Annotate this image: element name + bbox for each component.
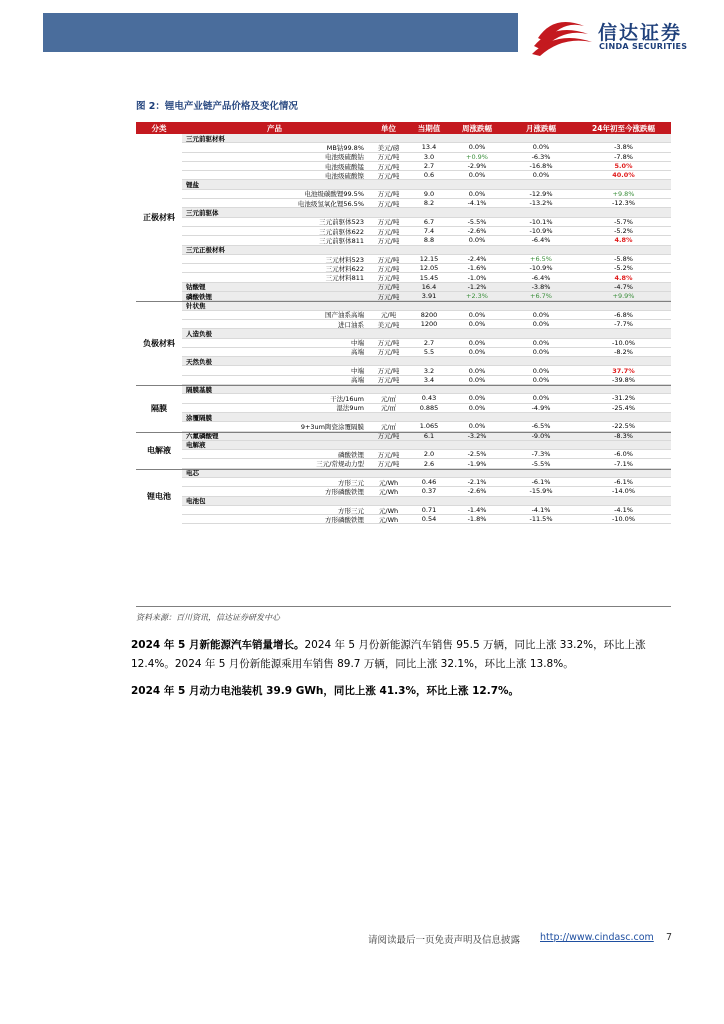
cell-product: 钴酸锂: [186, 283, 206, 292]
figure-title: 图 2：锂电产业链产品价格及变化情况: [136, 101, 298, 112]
cell-product: 三元材料622: [325, 264, 364, 273]
cell-unit: 元/Wh: [378, 506, 399, 515]
cell-value: 6.7: [423, 217, 435, 226]
cell-ytd-change: +9.9%: [612, 292, 635, 301]
cell-month-change: -3.8%: [531, 282, 551, 291]
cell-month-change: -10.9%: [529, 264, 553, 273]
cell-product: 人造负极: [186, 329, 212, 338]
table-subheader-row: [182, 385, 671, 394]
cell-value: 12.15: [419, 255, 439, 263]
cell-week-change: -1.2%: [467, 282, 487, 291]
cell-month-change: -13.2%: [529, 199, 553, 208]
table-subheader-row: [182, 469, 671, 478]
cell-value: 3.2: [423, 366, 435, 375]
cell-product: 电解液: [186, 441, 206, 450]
cell-week-change: 0.0%: [468, 171, 486, 180]
table-subheader-row: [182, 301, 671, 310]
table-row: [182, 339, 671, 348]
cell-unit: 万元/吨: [377, 432, 400, 441]
cell-week-change: -1.6%: [467, 264, 487, 273]
cell-ytd-change: -8.2%: [614, 347, 633, 356]
cell-week-change: 0.0%: [468, 375, 486, 384]
cell-product: 三元正极材料: [186, 246, 225, 255]
cell-month-change: -9.0%: [531, 431, 551, 440]
cell-month-change: 0.0%: [532, 310, 550, 319]
table-row: [182, 264, 671, 273]
paragraph-battery-install: [131, 682, 691, 701]
cell-value: 0.885: [419, 403, 439, 412]
cell-month-change: 0.0%: [532, 375, 550, 384]
cell-unit: 万元/吨: [377, 283, 400, 292]
cell-product: 三元材料811: [325, 274, 364, 283]
table-header: [136, 122, 671, 134]
cell-product: 中端: [351, 367, 364, 376]
cell-unit: 万元/吨: [377, 274, 400, 283]
cell-product: 锂盐: [186, 181, 199, 190]
cell-week-change: 0.0%: [468, 189, 486, 198]
cell-month-change: -4.1%: [531, 506, 551, 515]
cell-product: 9+3um陶瓷涂覆隔膜: [300, 422, 364, 431]
cell-month-change: -4.9%: [531, 403, 551, 412]
cell-product: 干法/16um: [330, 394, 364, 403]
cell-ytd-change: -5.2%: [614, 264, 633, 273]
table-row: [182, 143, 671, 152]
cell-value: 0.46: [421, 478, 437, 487]
cell-product: 进口油系: [338, 320, 364, 329]
cell-ytd-change: -14.0%: [612, 487, 635, 496]
cell-product: 磷酸铁锂: [338, 450, 364, 459]
cell-value: 0.54: [421, 515, 437, 524]
cell-product: 电池级硫酸锰: [325, 162, 364, 171]
table-row: [182, 506, 671, 515]
cell-month-change: -7.3%: [531, 450, 551, 459]
table-body: [136, 134, 671, 524]
cell-unit: 万元/吨: [377, 255, 400, 264]
paragraph-ev-sales-lead: 2024 年 5 月新能源汽车销量增长。: [131, 639, 305, 651]
cell-week-change: -1.9%: [467, 459, 487, 468]
cell-product: 磷酸铁锂: [186, 292, 212, 301]
cell-ytd-change: 40.0%: [612, 171, 635, 180]
cell-week-change: +0.9%: [466, 152, 488, 161]
cell-product: 高端: [351, 376, 364, 385]
cell-ytd-change: -31.2%: [612, 394, 635, 403]
table-subheader-row: [182, 329, 671, 338]
header-band: [43, 13, 518, 52]
cell-month-change: 0.0%: [532, 347, 550, 356]
cell-value: 8200: [420, 310, 438, 319]
table-group: [136, 469, 671, 525]
cell-week-change: 0.0%: [468, 310, 486, 319]
cell-ytd-change: -3.8%: [614, 143, 633, 152]
cell-unit: 万元/吨: [377, 199, 400, 208]
cell-ytd-change: 4.8%: [614, 273, 633, 282]
cell-unit: 万元/吨: [377, 460, 400, 469]
cell-ytd-change: -5.7%: [614, 217, 633, 226]
cell-value: 9.0: [423, 189, 435, 198]
cell-week-change: -2.6%: [467, 487, 487, 496]
table-subheader-row: [182, 497, 671, 506]
cell-month-change: 0.0%: [532, 338, 550, 347]
cell-unit: 万元/吨: [377, 218, 400, 227]
table-subheader-row: [182, 283, 671, 292]
cell-unit: 元/Wh: [378, 487, 399, 496]
cell-product: 三元前驱体: [186, 209, 219, 218]
table-subheader-row: [182, 432, 671, 441]
cell-week-change: 0.0%: [468, 403, 486, 412]
table-subheader-row: [182, 134, 671, 143]
table-row: [182, 487, 671, 496]
cell-value: 8.2: [423, 199, 435, 208]
cell-product: 高端: [351, 348, 364, 357]
price-table: [136, 122, 671, 524]
cell-ytd-change: -6.8%: [614, 310, 633, 319]
table-row: [182, 236, 671, 245]
cell-product: 国产油系高端: [325, 311, 364, 320]
cell-week-change: 0.0%: [468, 236, 486, 245]
source-note: 资料来源：百川资讯，信达证券研发中心: [136, 613, 280, 622]
header-product: 产品: [267, 123, 282, 133]
table-row: [182, 404, 671, 413]
cell-week-change: -2.6%: [467, 227, 487, 236]
cell-ytd-change: -6.0%: [614, 450, 633, 459]
cell-value: 7.4: [423, 227, 435, 236]
cell-unit: 万元/吨: [377, 348, 400, 357]
table-row: [182, 348, 671, 357]
footer-website-link[interactable]: http://www.cindasc.com: [540, 932, 654, 943]
cell-value: 3.0: [423, 152, 435, 161]
table-row: [182, 273, 671, 282]
cell-product: 天然负极: [186, 357, 212, 366]
cell-value: 1200: [420, 320, 438, 329]
cell-week-change: -2.5%: [467, 450, 487, 459]
header-ytd-change: 24年初至今涨跌幅: [592, 123, 655, 133]
cell-product: 涂覆隔膜: [186, 413, 212, 422]
cell-unit: 元/Wh: [378, 478, 399, 487]
cell-month-change: -6.5%: [531, 422, 551, 431]
cell-value: 3.91: [421, 292, 437, 301]
cell-value: 12.05: [419, 264, 439, 273]
cell-week-change: -1.0%: [467, 273, 487, 282]
cell-value: 2.7: [423, 338, 435, 347]
cell-month-change: -10.1%: [529, 217, 553, 226]
cell-product: MB钴99.8%: [326, 143, 364, 152]
table-row: [182, 199, 671, 208]
table-group: [136, 134, 671, 301]
cell-product: 三元前驱体811: [319, 236, 364, 245]
cell-value: 1.065: [419, 422, 439, 431]
table-row: [182, 376, 671, 385]
table-row: [182, 227, 671, 236]
cell-value: 0.6: [423, 171, 435, 180]
cell-ytd-change: 37.7%: [612, 366, 635, 375]
cell-ytd-change: -4.7%: [614, 282, 633, 291]
cell-ytd-change: -10.0%: [612, 338, 635, 347]
table-subheader-row: [182, 208, 671, 217]
cell-ytd-change: +9.8%: [612, 189, 635, 198]
cell-unit: 万元/吨: [377, 190, 400, 199]
table-row: [182, 450, 671, 459]
paragraph-ev-sales: [131, 636, 691, 674]
cell-month-change: -6.3%: [531, 152, 551, 161]
cell-month-change: -6.4%: [531, 236, 551, 245]
group-category: 隔膜: [151, 403, 167, 413]
cell-value: 0.43: [421, 394, 437, 403]
cell-product: 电池级硫酸钴: [325, 153, 364, 162]
cell-month-change: -5.5%: [531, 459, 551, 468]
table-row: [182, 459, 671, 468]
cell-ytd-change: -22.5%: [612, 422, 635, 431]
cell-ytd-change: -7.8%: [614, 152, 633, 161]
table-row: [182, 162, 671, 171]
cell-unit: 美元/磅: [377, 143, 400, 152]
cell-ytd-change: -25.4%: [612, 403, 635, 412]
cell-product: 电池级氢氧化锂56.5%: [297, 199, 364, 208]
cell-month-change: -16.8%: [529, 162, 553, 171]
cell-ytd-change: -10.0%: [612, 515, 635, 524]
table-subheader-row: [182, 413, 671, 422]
cell-ytd-change: 4.8%: [614, 236, 633, 245]
table-row: [182, 366, 671, 375]
cell-month-change: -6.1%: [531, 478, 551, 487]
table-row: [182, 153, 671, 162]
cell-product: 电池级碳酸锂99.5%: [304, 190, 364, 199]
cell-unit: 万元/吨: [377, 450, 400, 459]
cell-product: 湿法9um: [336, 404, 364, 413]
cell-product: 隔膜基膜: [186, 385, 212, 394]
cell-week-change: -1.4%: [467, 506, 487, 515]
cell-week-change: -3.2%: [467, 431, 487, 440]
table-subheader-row: [182, 180, 671, 189]
cell-week-change: 0.0%: [468, 347, 486, 356]
header-category: 分类: [151, 123, 167, 133]
table-row: [182, 478, 671, 487]
cinda-logo-icon: [532, 16, 594, 56]
cell-product: 三元材料523: [325, 255, 364, 264]
cell-product: 三元/常规动力型: [316, 460, 364, 469]
cell-unit: 万元/吨: [377, 367, 400, 376]
group-category: 负极材料: [143, 338, 175, 348]
table-row: [182, 171, 671, 180]
cell-month-change: 0.0%: [532, 320, 550, 329]
cell-unit: 万元/吨: [377, 227, 400, 236]
cell-value: 13.4: [421, 143, 437, 152]
logo-chinese-name: 信达证券: [598, 22, 683, 44]
cell-month-change: -12.9%: [529, 189, 553, 198]
cell-product: 电池包: [186, 497, 206, 506]
cell-ytd-change: -12.3%: [612, 199, 635, 208]
cell-ytd-change: 5.0%: [614, 162, 633, 171]
cell-value: 2.6: [423, 459, 435, 468]
cell-product: 六氟磷酸锂: [186, 432, 219, 441]
cell-ytd-change: -5.2%: [614, 227, 633, 236]
cell-value: 0.71: [421, 506, 437, 515]
cell-product: 方形三元: [338, 506, 364, 515]
cell-month-change: 0.0%: [532, 394, 550, 403]
cell-value: 5.5: [423, 347, 435, 356]
cell-unit: 万元/吨: [377, 376, 400, 385]
logo-english-name: CINDA SECURITIES: [599, 42, 688, 51]
cell-value: 15.45: [419, 273, 439, 282]
cell-unit: 元/吨: [380, 311, 397, 320]
cell-value: 2.0: [423, 450, 435, 459]
table-group: [136, 301, 671, 385]
cell-value: 3.4: [423, 375, 435, 384]
table-group: [136, 432, 671, 469]
cell-ytd-change: -8.3%: [614, 431, 633, 440]
cell-unit: 元/㎡: [380, 422, 397, 431]
cell-unit: 万元/吨: [377, 264, 400, 273]
table-subheader-row: [182, 357, 671, 366]
cell-week-change: -1.8%: [467, 515, 487, 524]
cell-unit: 万元/吨: [377, 339, 400, 348]
cell-value: 2.7: [423, 162, 435, 171]
cell-week-change: -2.1%: [467, 478, 487, 487]
cell-week-change: 0.0%: [468, 338, 486, 347]
cell-product: 电芯: [186, 469, 199, 478]
table-row: [182, 218, 671, 227]
table-row: [182, 515, 671, 524]
table-row: [182, 255, 671, 264]
cell-week-change: 0.0%: [468, 422, 486, 431]
cell-month-change: +6.5%: [530, 255, 552, 263]
cell-week-change: 0.0%: [468, 366, 486, 375]
footer-disclaimer: 请阅读最后一页免责声明及信息披露: [368, 935, 521, 946]
table-group: [136, 385, 671, 431]
cell-ytd-change: -39.8%: [612, 375, 635, 384]
cell-month-change: -11.5%: [529, 515, 553, 524]
cell-product: 三元前驱体622: [319, 227, 364, 236]
cell-ytd-change: -7.1%: [614, 459, 633, 468]
cell-value: 16.4: [421, 282, 437, 291]
cell-unit: 美元/吨: [377, 320, 400, 329]
table-row: [182, 422, 671, 431]
cell-month-change: -15.9%: [529, 487, 553, 496]
cell-week-change: -2.4%: [467, 255, 487, 263]
group-category: 正极材料: [143, 213, 175, 223]
table-bottom-rule: [136, 606, 671, 607]
cell-product: 电池级硫酸镍: [325, 171, 364, 180]
cell-unit: 元/Wh: [378, 515, 399, 524]
cell-unit: 元/㎡: [380, 404, 397, 413]
cell-product: 中端: [351, 339, 364, 348]
cell-ytd-change: -6.1%: [614, 478, 633, 487]
cell-month-change: -10.9%: [529, 227, 553, 236]
header-unit: 单位: [381, 123, 396, 133]
table-row: [182, 311, 671, 320]
cell-product: 三元前驱材料: [186, 134, 225, 143]
cell-week-change: -2.9%: [467, 162, 487, 171]
cell-week-change: -5.5%: [467, 217, 487, 226]
cell-ytd-change: -7.7%: [614, 320, 633, 329]
cell-value: 6.1: [423, 431, 435, 440]
page-number: 7: [666, 932, 673, 943]
table-row: [182, 320, 671, 329]
table-subheader-row: [182, 246, 671, 255]
paragraph-battery-install-lead: 2024 年 5 月动力电池装机 39.9 GWh，同比上涨 41.3%，环比上涨 12.7%。: [131, 685, 520, 697]
company-logo: [532, 16, 702, 56]
table-subheader-row: [182, 292, 671, 301]
cell-week-change: +2.3%: [466, 292, 488, 301]
cell-value: 8.8: [423, 236, 435, 245]
cell-product: 针状焦: [186, 302, 206, 310]
table-row: [182, 190, 671, 199]
cell-unit: 元/㎡: [380, 394, 397, 403]
table-subheader-row: [182, 441, 671, 450]
cell-week-change: -4.1%: [467, 199, 487, 208]
header-month-change: 月涨跌幅: [526, 123, 556, 133]
cell-ytd-change: -4.1%: [614, 506, 633, 515]
cell-product: 方形三元: [338, 478, 364, 487]
header-week-change: 周涨跌幅: [462, 123, 492, 133]
cell-month-change: -6.4%: [531, 273, 551, 282]
cell-month-change: 0.0%: [532, 366, 550, 375]
cell-unit: 万元/吨: [377, 236, 400, 245]
cell-value: 0.37: [421, 487, 437, 496]
paragraph-ev-sales-text: 2024 年 5 月份新能源汽车销售 95.5 万辆，同比上涨 33.2%，环比上涨 12.4%。2024 年 5 月份新能源乘用车销售 89.7 万辆，同比上涨 32.1%，环比上涨 13.8%。: [131, 639, 646, 670]
cell-product: 方形磷酸铁锂: [325, 515, 364, 524]
cell-product: 三元前驱体523: [319, 218, 364, 227]
cell-unit: 万元/吨: [377, 292, 400, 301]
cell-unit: 万元/吨: [377, 162, 400, 171]
group-category: 锂电池: [147, 492, 171, 502]
cell-month-change: +6.7%: [530, 292, 552, 301]
cell-product: 方形磷酸铁锂: [325, 487, 364, 496]
cell-month-change: 0.0%: [532, 143, 550, 152]
header-value: 当期值: [417, 123, 441, 133]
cell-week-change: 0.0%: [468, 320, 486, 329]
cell-ytd-change: -5.8%: [614, 255, 633, 263]
cell-week-change: 0.0%: [468, 394, 486, 403]
cell-unit: 万元/吨: [377, 153, 400, 162]
cell-week-change: 0.0%: [468, 143, 486, 152]
table-row: [182, 394, 671, 403]
cell-unit: 万元/吨: [377, 171, 400, 180]
group-category: 电解液: [147, 445, 171, 455]
cell-month-change: 0.0%: [532, 171, 550, 180]
